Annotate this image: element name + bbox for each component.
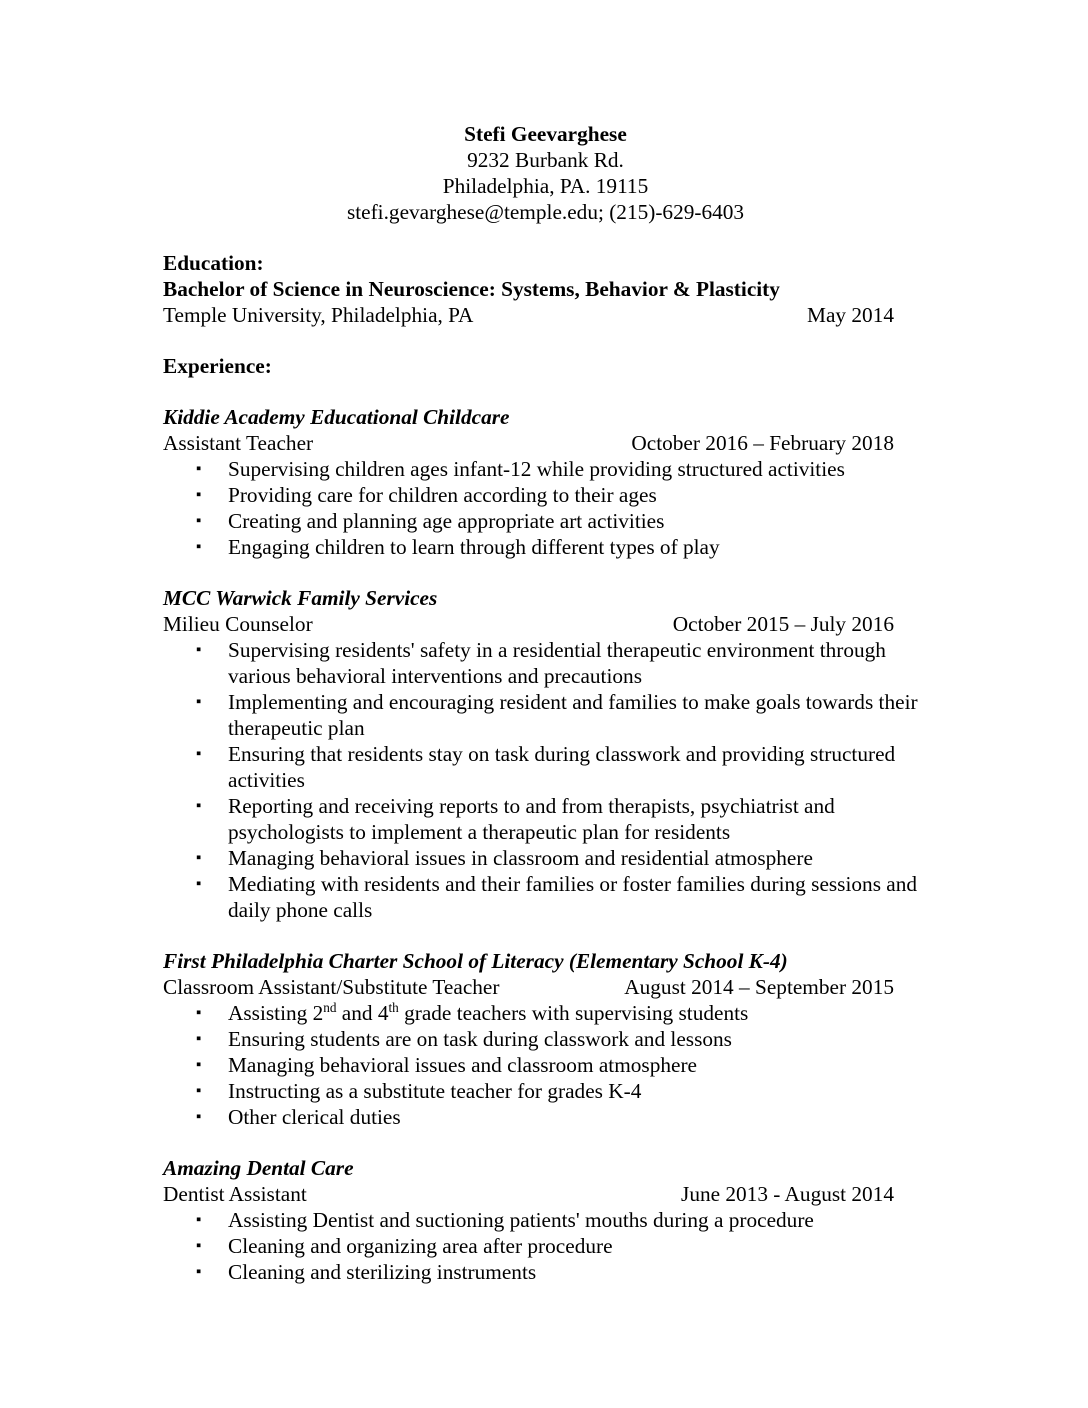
bullet-item: ▪ Cleaning and sterilizing instruments — [163, 1259, 928, 1285]
bullet-item: ▪ Other clerical duties — [163, 1104, 928, 1130]
bullet-item: ▪ Supervising children ages infant-12 while providing structured activities — [163, 456, 928, 482]
bullet-item: ▪ Implementing and encouraging resident and families to make goals towards their therapeutic plan — [163, 689, 928, 741]
job-list — [163, 404, 928, 1285]
education-degree: Bachelor of Science in Neuroscience: Systems, Behavior & Plasticity — [163, 277, 780, 301]
job-title: Dentist Assistant — [163, 1182, 307, 1206]
bullet-item: ▪ Ensuring that residents stay on task during classwork and providing structured activities — [163, 741, 928, 793]
bullet-item: ▪ Providing care for children according to their ages — [163, 482, 928, 508]
address-line-2: Philadelphia, PA. 19115 — [442, 174, 649, 198]
bullet-item: ▪ Engaging children to learn through different types of play — [163, 534, 928, 560]
job-entry — [163, 1155, 928, 1285]
job-entry — [163, 585, 928, 923]
education-date: May 2014 — [807, 303, 894, 327]
job-entry — [163, 948, 928, 1130]
bullet-item: ▪ Cleaning and organizing area after procedure — [163, 1233, 928, 1259]
job-entry — [163, 404, 928, 560]
job-dates: August 2014 – September 2015 — [624, 975, 894, 999]
bullet-item: ▪ Ensuring students are on task during classwork and lessons — [163, 1026, 928, 1052]
experience-section — [163, 353, 928, 1285]
address-line-1: 9232 Burbank Rd. — [467, 148, 624, 172]
education-school: Temple University, Philadelphia, PA — [163, 303, 474, 327]
bullet-item: ▪ Managing behavioral issues in classroom and residential atmosphere — [163, 845, 928, 871]
bullet-item: ▪ Managing behavioral issues and classroom atmosphere — [163, 1052, 928, 1078]
job-bullets — [163, 456, 928, 560]
job-title-row — [163, 611, 928, 637]
education-school-row — [163, 302, 928, 328]
bullet-item: ▪ Creating and planning age appropriate art activities — [163, 508, 928, 534]
job-title-row — [163, 430, 928, 456]
resume-header — [163, 121, 928, 225]
education-heading: Education: — [163, 251, 264, 275]
job-title: Milieu Counselor — [163, 612, 313, 636]
job-title-row — [163, 1181, 928, 1207]
job-company: MCC Warwick Family Services — [163, 586, 438, 610]
job-company: First Philadelphia Charter School of Literacy (Elementary School K-4) — [163, 949, 788, 973]
bullet-item: ▪ Reporting and receiving reports to and from therapists, psychiatrist and psychologists to implement a therapeutic plan for residents — [163, 793, 928, 845]
job-dates: October 2016 – February 2018 — [631, 431, 894, 455]
bullet-item: ▪ Supervising residents' safety in a residential therapeutic environment through various behavioral interventions and precautions — [163, 637, 928, 689]
bullet-item: ▪ Assisting Dentist and suctioning patients' mouths during a procedure — [163, 1207, 928, 1233]
job-title-row — [163, 974, 928, 1000]
bullet-item: ▪ Assisting 2nd and 4th grade teachers with supervising students — [163, 1000, 928, 1026]
job-dates: June 2013 - August 2014 — [681, 1182, 894, 1206]
job-bullets — [163, 1000, 928, 1130]
job-dates: October 2015 – July 2016 — [672, 612, 894, 636]
experience-heading: Experience: — [163, 354, 272, 378]
job-title: Assistant Teacher — [163, 431, 314, 455]
job-bullets — [163, 637, 928, 923]
person-name: Stefi Geevarghese — [464, 122, 627, 146]
job-title: Classroom Assistant/Substitute Teacher — [163, 975, 500, 999]
bullet-item: ▪ Mediating with residents and their families or foster families during sessions and daily phone calls — [163, 871, 928, 923]
job-bullets — [163, 1207, 928, 1285]
job-company: Kiddie Academy Educational Childcare — [163, 405, 510, 429]
contact-line: stefi.gevarghese@temple.edu; (215)-629-6403 — [346, 200, 745, 224]
education-section — [163, 250, 928, 328]
bullet-item: ▪ Instructing as a substitute teacher for grades K-4 — [163, 1078, 928, 1104]
job-company: Amazing Dental Care — [163, 1156, 354, 1180]
